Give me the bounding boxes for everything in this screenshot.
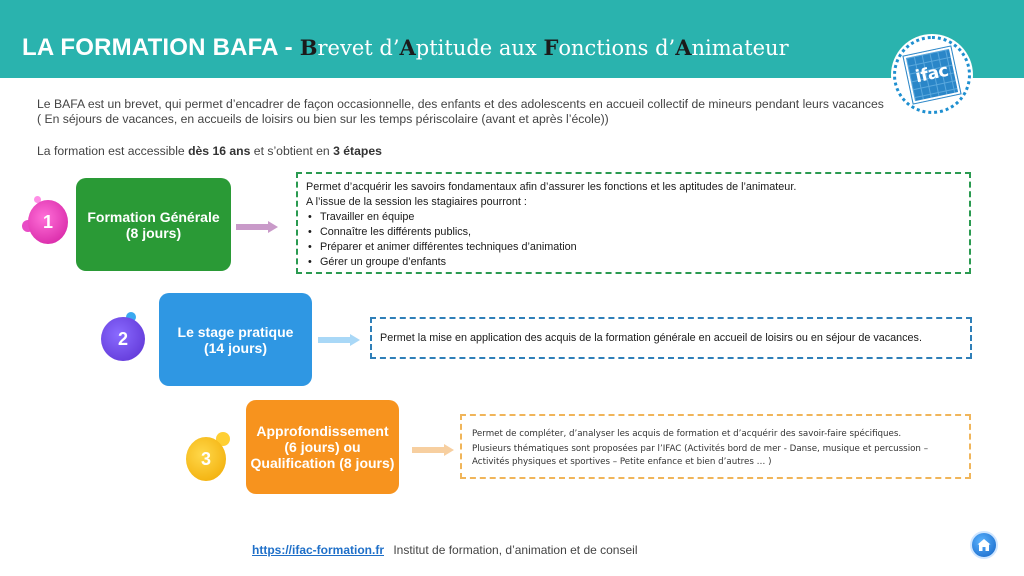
step-1-number-badge: 1 — [28, 200, 68, 244]
list-item: • Préparer et animer différentes techniques d’animation — [306, 240, 961, 255]
step-3-number-badge: 3 — [186, 437, 226, 481]
arrow-right-icon — [318, 334, 360, 346]
list-item: • Gérer un groupe d’enfants — [306, 255, 961, 270]
website-link[interactable]: https://ifac-formation.fr — [252, 543, 384, 557]
list-item: • Travailler en équipe — [306, 210, 961, 225]
arrow-right-icon — [412, 444, 454, 456]
step-3-description: Permet de compléter, d’analyser les acquis de formation et d’acquérir des savoir-faire spécifiques. Plusieurs thématiques sont proposées par l’IFAC (Activités bord de mer - Danse, musique et percussion – Activités physiques et sportives – Petite enfance et bien d’autres … ) — [460, 414, 971, 479]
arrow-right-icon — [236, 221, 278, 233]
step-1-box — [76, 178, 231, 271]
page-subtitle: Brevet d’Aptitude aux Fonctions d’Animateur — [299, 35, 789, 60]
step-1-bullet-list — [306, 210, 961, 270]
logo-text: ifac — [913, 60, 950, 88]
footer — [252, 543, 637, 557]
page-title: LA FORMATION BAFA - Brevet d’Aptitude aux Fonctions d’Animateur — [22, 34, 789, 61]
footer-text: Institut de formation, d’animation et de conseil — [393, 543, 638, 557]
step-2-box — [159, 293, 312, 386]
step-1-description: Permet d’acquérir les savoirs fondamentaux afin d’assurer les fonctions et les aptitudes de l’animateur. A l’issue de la session les stagiaires pourront : • Travailler en équipe • Connaître les différents publics, • Préparer et animer différentes techniques d’animation • Gérer un groupe d’enfants — [296, 172, 971, 274]
step-3-box — [246, 400, 399, 494]
access-text: La formation est accessible dès 16 ans et s’obtient en 3 étapes — [37, 144, 382, 158]
list-item: • Connaître les différents publics, — [306, 225, 961, 240]
step-1-duration: (8 jours) — [125, 224, 182, 241]
home-icon — [976, 537, 992, 553]
home-button[interactable] — [970, 531, 998, 559]
step-2-duration: (14 jours) — [203, 339, 267, 356]
step-2-title: Le stage pratique — [177, 323, 294, 340]
step-2-description: Permet la mise en application des acquis de la formation générale en accueil de loisirs ou en séjour de vacances. — [370, 317, 972, 359]
ifac-logo — [893, 36, 971, 114]
step-2-number-badge: 2 — [101, 317, 145, 361]
step-1-title: Formation Générale — [87, 208, 220, 225]
step-3-title: Approfondissement (6 jours) ou Qualification (8 jours) — [250, 423, 395, 471]
header-banner — [0, 0, 1024, 78]
intro-text: Le BAFA est un brevet, qui permet d’encadrer de façon occasionnelle, des enfants et des adolescents en accueil collectif de mineurs pendant leurs vacances ( En séjours de vacances, en accueils de loisirs ou bien sur les temps périscolaire (avant et après l’école)) — [37, 97, 884, 126]
